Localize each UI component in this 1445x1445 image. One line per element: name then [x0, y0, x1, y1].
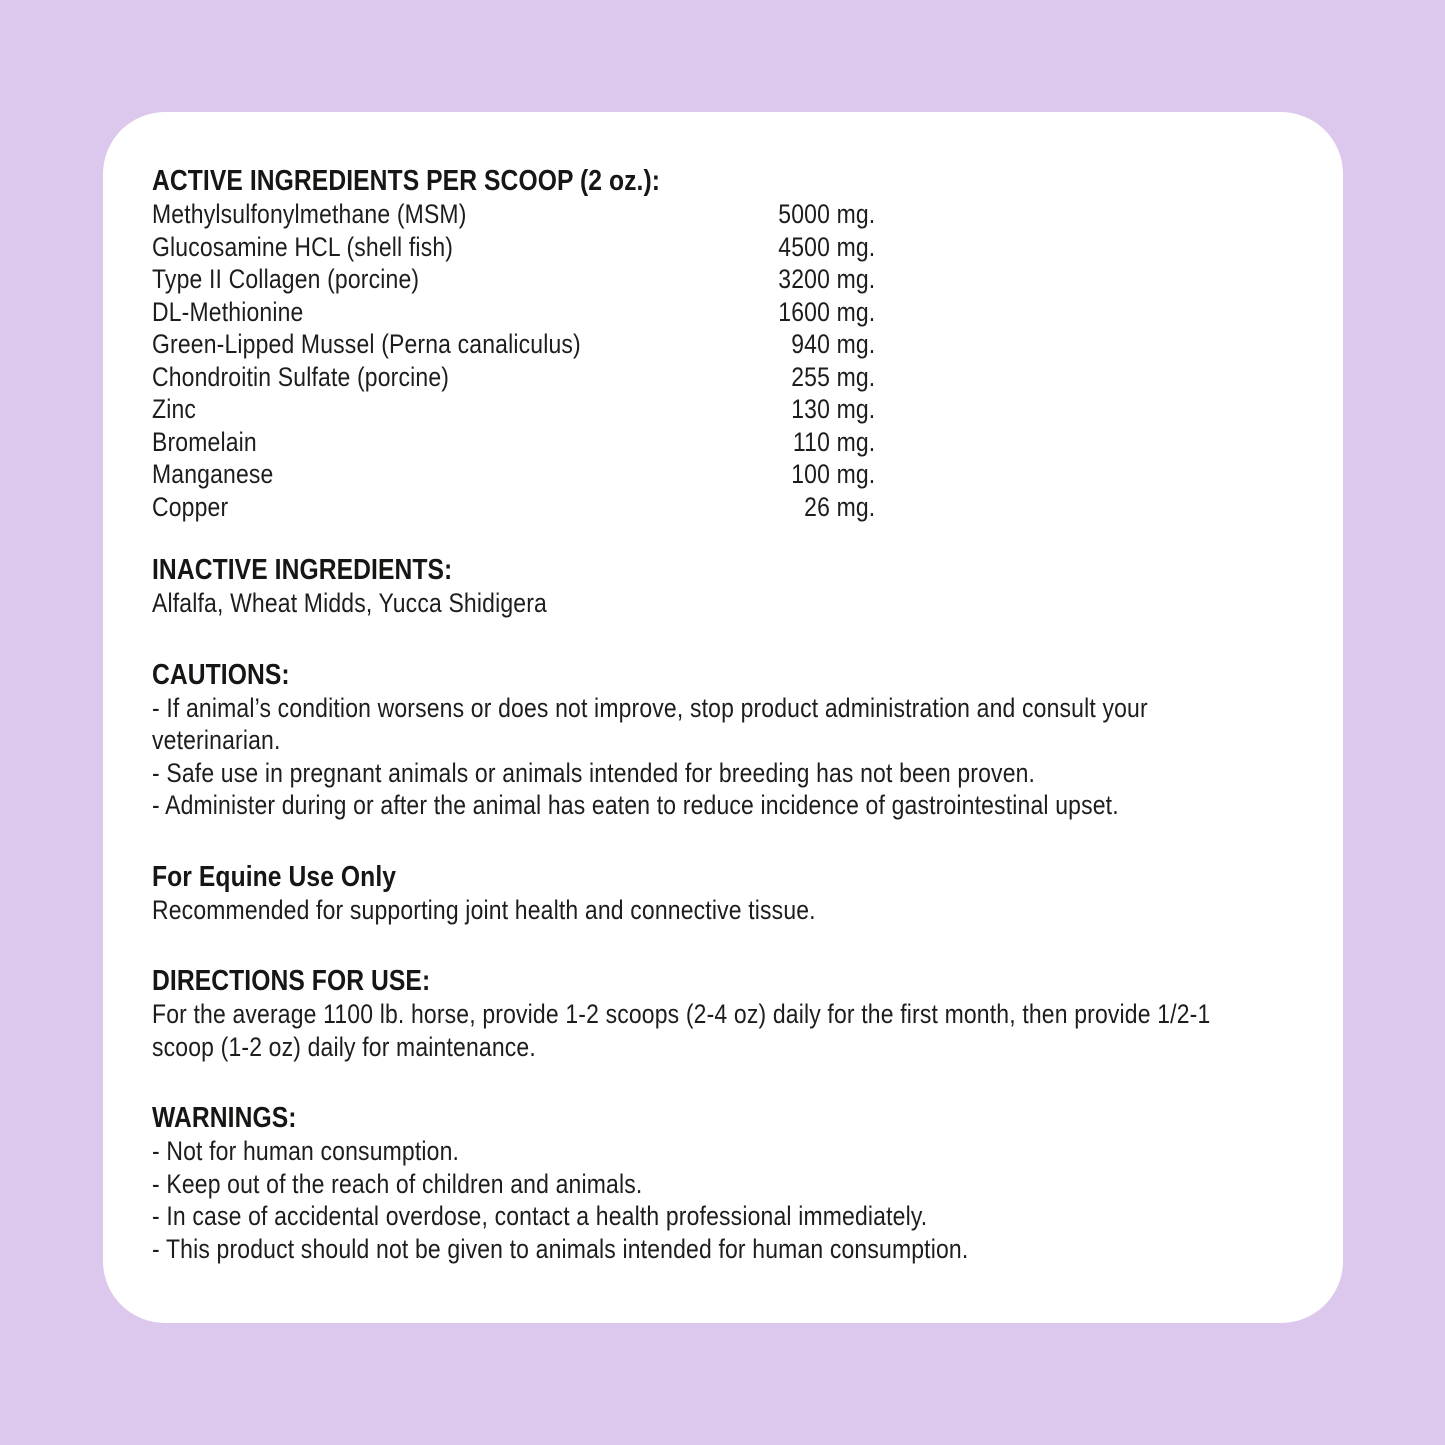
warnings-section: [152, 1101, 1259, 1265]
equine-use-heading: For Equine Use Only: [152, 860, 397, 893]
directions-heading: DIRECTIONS FOR USE:: [152, 965, 431, 997]
inactive-ingredients-text: Alfalfa, Wheat Midds, Yucca Shidigera: [152, 588, 547, 618]
ingredient-row: [152, 361, 875, 394]
active-ingredients-section: [152, 164, 1259, 523]
ingredient-amount: 100 mg.: [791, 459, 876, 489]
ingredient-name: Zinc: [152, 394, 197, 424]
caution-item: - If animal’s condition worsens or does not improve, stop product administration and consult your veterinarian.: [152, 692, 1148, 755]
ingredient-amount: 5000 mg.: [778, 199, 876, 229]
ingredient-name: Chondroitin Sulfate (porcine): [152, 361, 450, 392]
ingredient-amount: 4500 mg.: [778, 231, 876, 262]
ingredient-amount: 1600 mg.: [778, 296, 876, 327]
ingredient-amount: 3200 mg.: [778, 264, 876, 294]
directions-text: For the average 1100 lb. horse, provide 1-2 scoops (2-4 oz) daily for the first month, then provide 1/2-1 scoop (1-2 oz) daily for maintenance.: [152, 999, 1211, 1062]
caution-item: - Administer during or after the animal has eaten to reduce incidence of gastrointestinal upset.: [152, 790, 1119, 820]
ingredient-row: [152, 263, 875, 296]
ingredient-table: [152, 198, 875, 523]
ingredient-amount: 26 mg.: [804, 491, 876, 522]
ingredient-amount: 255 mg.: [791, 361, 876, 392]
active-ingredients-heading: ACTIVE INGREDIENTS PER SCOOP (2 oz.):: [152, 165, 661, 197]
ingredient-row: [152, 491, 875, 524]
ingredient-row: [152, 328, 875, 361]
ingredient-row: [152, 458, 875, 491]
cautions-section: [152, 658, 1259, 822]
inactive-ingredients-heading: INACTIVE INGREDIENTS:: [152, 554, 453, 586]
ingredient-name: DL-Methionine: [152, 296, 304, 327]
ingredient-name: Green-Lipped Mussel (Perna canaliculus): [152, 329, 581, 359]
label-card: [103, 112, 1343, 1323]
ingredient-name: Type II Collagen (porcine): [152, 264, 420, 294]
warning-item: - In case of accidental overdose, contact a health professional immediately.: [152, 1201, 928, 1231]
warning-item: - Not for human consumption.: [152, 1136, 460, 1166]
warnings-heading: WARNINGS:: [152, 1102, 297, 1134]
ingredient-name: Bromelain: [152, 426, 257, 457]
ingredient-name: Methylsulfonylmethane (MSM): [152, 199, 467, 229]
warning-item: - This product should not be given to animals intended for human consumption.: [152, 1233, 969, 1264]
ingredient-row: [152, 426, 875, 459]
ingredient-name: Manganese: [152, 459, 274, 489]
ingredient-amount: 110 mg.: [792, 426, 876, 457]
cautions-heading: CAUTIONS:: [152, 658, 290, 691]
equine-use-text: Recommended for supporting joint health and connective tissue.: [152, 894, 816, 925]
ingredient-row: [152, 296, 875, 329]
ingredient-row: [152, 198, 875, 231]
directions-section: [152, 964, 1259, 1063]
caution-item: - Safe use in pregnant animals or animals intended for breeding has not been proven.: [152, 757, 1036, 788]
warning-item: - Keep out of the reach of children and animals.: [152, 1168, 643, 1199]
ingredient-amount: 940 mg.: [791, 329, 876, 359]
ingredient-row: [152, 231, 875, 264]
ingredient-name: Copper: [152, 491, 229, 522]
ingredient-amount: 130 mg.: [791, 394, 876, 424]
ingredient-row: [152, 393, 875, 426]
ingredient-name: Glucosamine HCL (shell fish): [152, 231, 454, 262]
equine-use-section: [152, 860, 1259, 927]
inactive-ingredients-section: [152, 553, 1259, 620]
label-content: [152, 164, 1259, 1265]
